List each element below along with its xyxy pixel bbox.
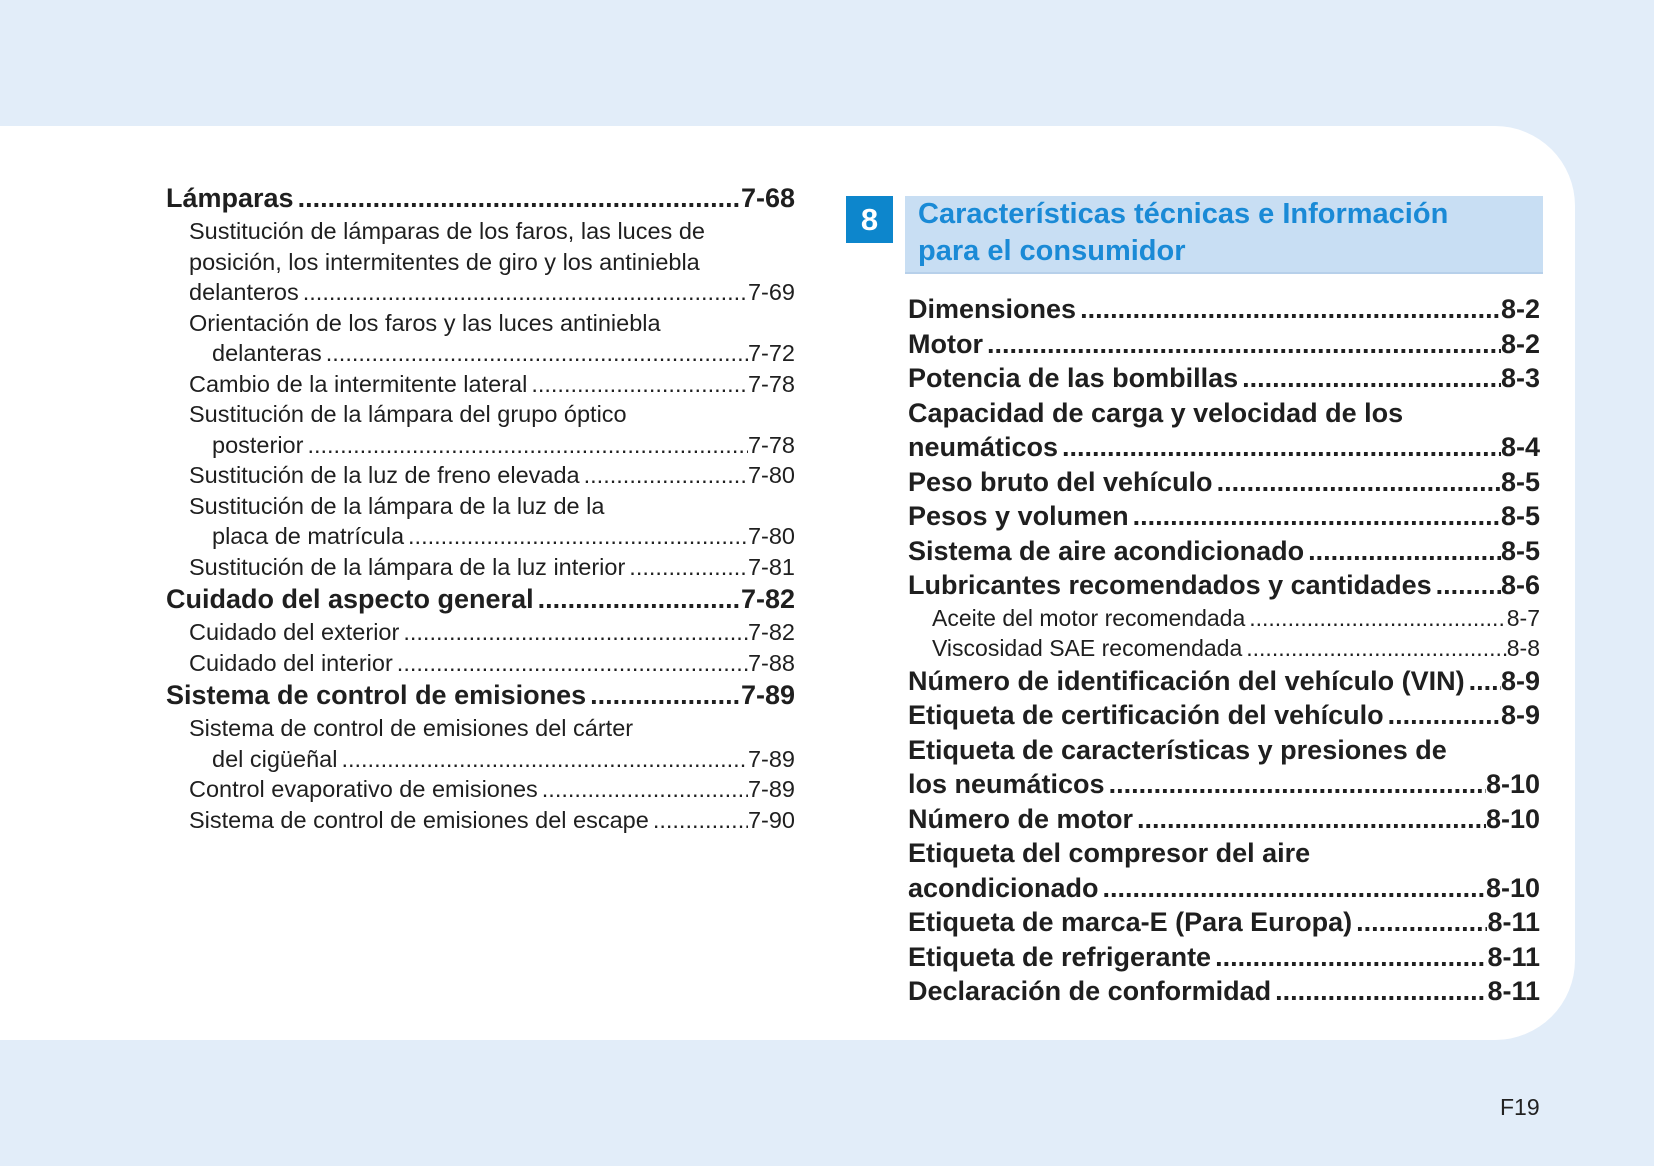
toc-entry-page: 7-69: [747, 279, 795, 305]
toc-entry-page: 8-11: [1487, 907, 1540, 937]
toc-entry[interactable]: [908, 292, 1540, 327]
toc-entry[interactable]: [908, 664, 1540, 699]
toc-entry-title: delanteros: [189, 279, 299, 305]
toc-entry-title: Motor: [908, 328, 983, 359]
toc-entry[interactable]: [166, 369, 795, 400]
toc-entry-title: Pesos y volumen: [908, 501, 1129, 531]
toc-entry-title: Etiqueta de refrigerante: [908, 941, 1212, 972]
toc-entry-title: Etiqueta de certificación del vehículo: [908, 700, 1384, 730]
toc-entry-title: Capacidad de carga y velocidad de los: [908, 397, 1404, 428]
toc-entry-page: 8-2: [1500, 328, 1540, 359]
toc-entry[interactable]: [166, 430, 795, 461]
toc-entry-title: Sistema de control de emisiones: [166, 680, 587, 710]
toc-dot-leader: [590, 678, 741, 713]
toc-entry-page: 8-10: [1485, 769, 1540, 799]
toc-entry[interactable]: [908, 905, 1540, 940]
toc-entry-page: 8-4: [1500, 432, 1540, 462]
toc-entry-page: 8-11: [1487, 976, 1540, 1006]
toc-entry[interactable]: [166, 648, 795, 679]
toc-entry-page: 8-7: [1506, 604, 1540, 631]
toc-entry[interactable]: [908, 733, 1540, 768]
toc-entry-title: posición, los intermitentes de giro y los antiniebla: [189, 248, 700, 275]
toc-entry-page: 8-6: [1500, 570, 1540, 600]
toc-entry-page: 8-2: [1500, 294, 1540, 324]
toc-entry-page: 8-5: [1500, 466, 1540, 497]
toc-entry-page: 8-3: [1500, 363, 1540, 393]
toc-dot-leader: [629, 552, 748, 583]
toc-dot-leader: [1215, 940, 1487, 975]
toc-entry-title: Sistema de aire acondicionado: [908, 535, 1305, 566]
toc-entry-title: Potencia de las bombillas: [908, 363, 1239, 393]
toc-entry[interactable]: [166, 744, 795, 775]
toc-dot-leader: [298, 181, 741, 216]
toc-entry[interactable]: [908, 871, 1540, 906]
toc-dot-leader: [408, 521, 748, 552]
content-panel: [0, 126, 1575, 1040]
toc-entry-title: Lubricantes recomendados y cantidades: [908, 570, 1432, 600]
toc-entry-title: Cuidado del interior: [189, 649, 393, 676]
toc-dot-leader: [1103, 871, 1486, 906]
toc-dot-leader: [307, 430, 748, 461]
toc-entry-title: Sustitución de lámparas de los faros, las luces de: [189, 218, 705, 244]
toc-entry-title: los neumáticos: [908, 769, 1105, 799]
toc-entry[interactable]: [908, 534, 1540, 569]
toc-entry[interactable]: [908, 465, 1540, 500]
toc-entry-title: Cuidado del exterior: [189, 619, 400, 645]
toc-entry-title: Sistema de control de emisiones del escape: [189, 806, 649, 833]
toc-dot-leader: [531, 369, 748, 400]
toc-entry-page: 7-89: [747, 745, 795, 772]
toc-entry[interactable]: [166, 678, 795, 713]
toc-entry[interactable]: [166, 713, 795, 744]
toc-dot-leader: [987, 327, 1501, 362]
toc-entry-page: 7-78: [747, 431, 795, 458]
toc-entry-title: Sustitución de la lámpara de la luz interior: [189, 553, 626, 580]
toc-entry[interactable]: [166, 582, 795, 617]
toc-entry-title: Sustitución de la lámpara del grupo óptico: [189, 401, 627, 427]
toc-entry-title: posterior: [212, 431, 304, 458]
toc-entry-page: 8-9: [1500, 665, 1540, 696]
toc-entry[interactable]: [908, 767, 1540, 802]
toc-entry[interactable]: [908, 499, 1540, 534]
toc-entry-title: Dimensiones: [908, 294, 1077, 324]
toc-entry-page: 7-82: [740, 584, 795, 614]
toc-entry[interactable]: [166, 277, 795, 308]
toc-entry[interactable]: [166, 399, 795, 430]
toc-dot-leader: [1436, 568, 1501, 603]
toc-entry[interactable]: [908, 396, 1540, 431]
toc-entry-title: delanteras: [212, 340, 322, 366]
toc-entry[interactable]: [908, 568, 1540, 603]
toc-dot-leader: [397, 648, 748, 679]
toc-entry-title: Número de motor: [908, 803, 1134, 834]
toc-entry-page: 7-81: [747, 553, 795, 580]
chapter-title-line-2: para el consumidor: [918, 235, 1186, 267]
toc-dot-leader: [584, 460, 748, 491]
toc-entry[interactable]: [166, 181, 795, 216]
toc-entry-page: 8-5: [1500, 501, 1540, 531]
toc-entry[interactable]: [908, 974, 1540, 1009]
toc-entry[interactable]: [908, 836, 1540, 871]
toc-dot-leader: [1249, 603, 1507, 634]
toc-dot-leader: [1137, 802, 1486, 837]
toc-entry[interactable]: [166, 460, 795, 491]
toc-dot-leader: [1469, 664, 1501, 699]
toc-dot-leader: [1356, 905, 1487, 940]
toc-entry-title: Peso bruto del vehículo: [908, 466, 1213, 497]
toc-entry-title: Sustitución de la lámpara de la luz de la: [189, 492, 605, 519]
toc-entry-page: 7-80: [747, 462, 795, 488]
toc-entry-page: 7-68: [740, 183, 795, 213]
chapter-header: [905, 196, 1543, 274]
toc-entry-page: 7-80: [747, 523, 795, 549]
toc-entry[interactable]: [908, 361, 1540, 396]
toc-entry-page: 7-88: [747, 649, 795, 676]
toc-entry-title: Sistema de control de emisiones del cárter: [189, 715, 634, 741]
toc-dot-leader: [1246, 633, 1506, 664]
toc-entry[interactable]: [166, 338, 795, 369]
toc-entry-title: acondicionado: [908, 872, 1099, 903]
toc-entry[interactable]: [908, 430, 1540, 465]
chapter-title-line-1: Características técnicas e Información: [918, 198, 1449, 230]
toc-entry-title: Orientación de los faros y las luces antiniebla: [189, 309, 661, 336]
toc-dot-leader: [542, 774, 748, 805]
toc-entry-title: Cuidado del aspecto general: [166, 584, 534, 614]
toc-entry-page: 7-89: [740, 680, 795, 710]
toc-dot-leader: [1275, 974, 1487, 1009]
toc-entry[interactable]: [166, 774, 795, 805]
toc-entry-title: Etiqueta de marca-E (Para Europa): [908, 907, 1353, 937]
toc-entry[interactable]: [166, 308, 795, 339]
toc-entry-title: Viscosidad SAE recomendada: [932, 635, 1243, 661]
toc-entry-page: 8-10: [1485, 872, 1540, 903]
toc-dot-leader: [303, 277, 748, 308]
toc-entry[interactable]: [908, 603, 1540, 634]
toc-dot-leader: [326, 338, 748, 369]
toc-entry[interactable]: [166, 617, 795, 648]
toc-dot-leader: [538, 582, 741, 617]
chapter-number-badge: [846, 196, 893, 243]
toc-entry-title: Aceite del motor recomendada: [932, 604, 1246, 631]
toc-entry-title: del cigüeñal: [212, 745, 338, 772]
toc-dot-leader: [1217, 465, 1501, 500]
toc-entry-title: Declaración de conformidad: [908, 976, 1272, 1006]
toc-dot-leader: [403, 617, 748, 648]
toc-entry-page: 7-90: [747, 806, 795, 833]
toc-entry-title: Etiqueta del compresor del aire: [908, 838, 1311, 868]
toc-entry[interactable]: [166, 491, 795, 522]
toc-entry[interactable]: [166, 805, 795, 836]
toc-entry-title: Lámparas: [166, 183, 294, 213]
toc-dot-leader: [1308, 534, 1501, 569]
toc-dot-leader: [341, 744, 748, 775]
toc-entry[interactable]: [166, 216, 795, 247]
toc-entry[interactable]: [166, 521, 795, 552]
toc-dot-leader: [653, 805, 748, 836]
toc-entry-title: placa de matrícula: [212, 523, 405, 549]
toc-entry[interactable]: [908, 633, 1540, 664]
toc-dot-leader: [1080, 292, 1501, 327]
toc-entry-page: 7-82: [747, 619, 795, 645]
toc-entry-page: 8-9: [1500, 700, 1540, 730]
toc-entry-page: 7-89: [747, 776, 795, 802]
toc-entry-title: neumáticos: [908, 432, 1059, 462]
toc-entry-page: 7-78: [747, 370, 795, 397]
toc-entry-title: Cambio de la intermitente lateral: [189, 370, 528, 397]
toc-dot-leader: [1133, 499, 1501, 534]
chapter-number: 8: [860, 201, 879, 237]
toc-right-column: [908, 292, 1540, 1009]
toc-entry-page: 7-72: [747, 340, 795, 366]
page-number: F19: [1500, 1094, 1540, 1120]
toc-dot-leader: [1109, 767, 1486, 802]
toc-entry-page: 8-10: [1485, 803, 1540, 834]
toc-entry[interactable]: [908, 940, 1540, 975]
toc-entry[interactable]: [908, 698, 1540, 733]
toc-entry[interactable]: [166, 552, 795, 583]
toc-entry[interactable]: [908, 327, 1540, 362]
toc-left-column: [166, 181, 795, 835]
chapter-title: [918, 196, 1448, 270]
toc-entry[interactable]: [166, 247, 795, 278]
toc-entry-page: 8-11: [1487, 941, 1540, 972]
toc-entry-page: 8-5: [1500, 535, 1540, 566]
toc-entry-title: Número de identificación del vehículo (VIN): [908, 665, 1465, 696]
toc-entry[interactable]: [908, 802, 1540, 837]
toc-entry-title: Etiqueta de características y presiones de: [908, 734, 1447, 765]
toc-entry-page: 8-8: [1506, 635, 1540, 661]
toc-entry-title: Control evaporativo de emisiones: [189, 776, 538, 802]
toc-dot-leader: [1062, 430, 1501, 465]
toc-dot-leader: [1388, 698, 1501, 733]
toc-dot-leader: [1242, 361, 1501, 396]
toc-entry-title: Sustitución de la luz de freno elevada: [189, 462, 580, 488]
